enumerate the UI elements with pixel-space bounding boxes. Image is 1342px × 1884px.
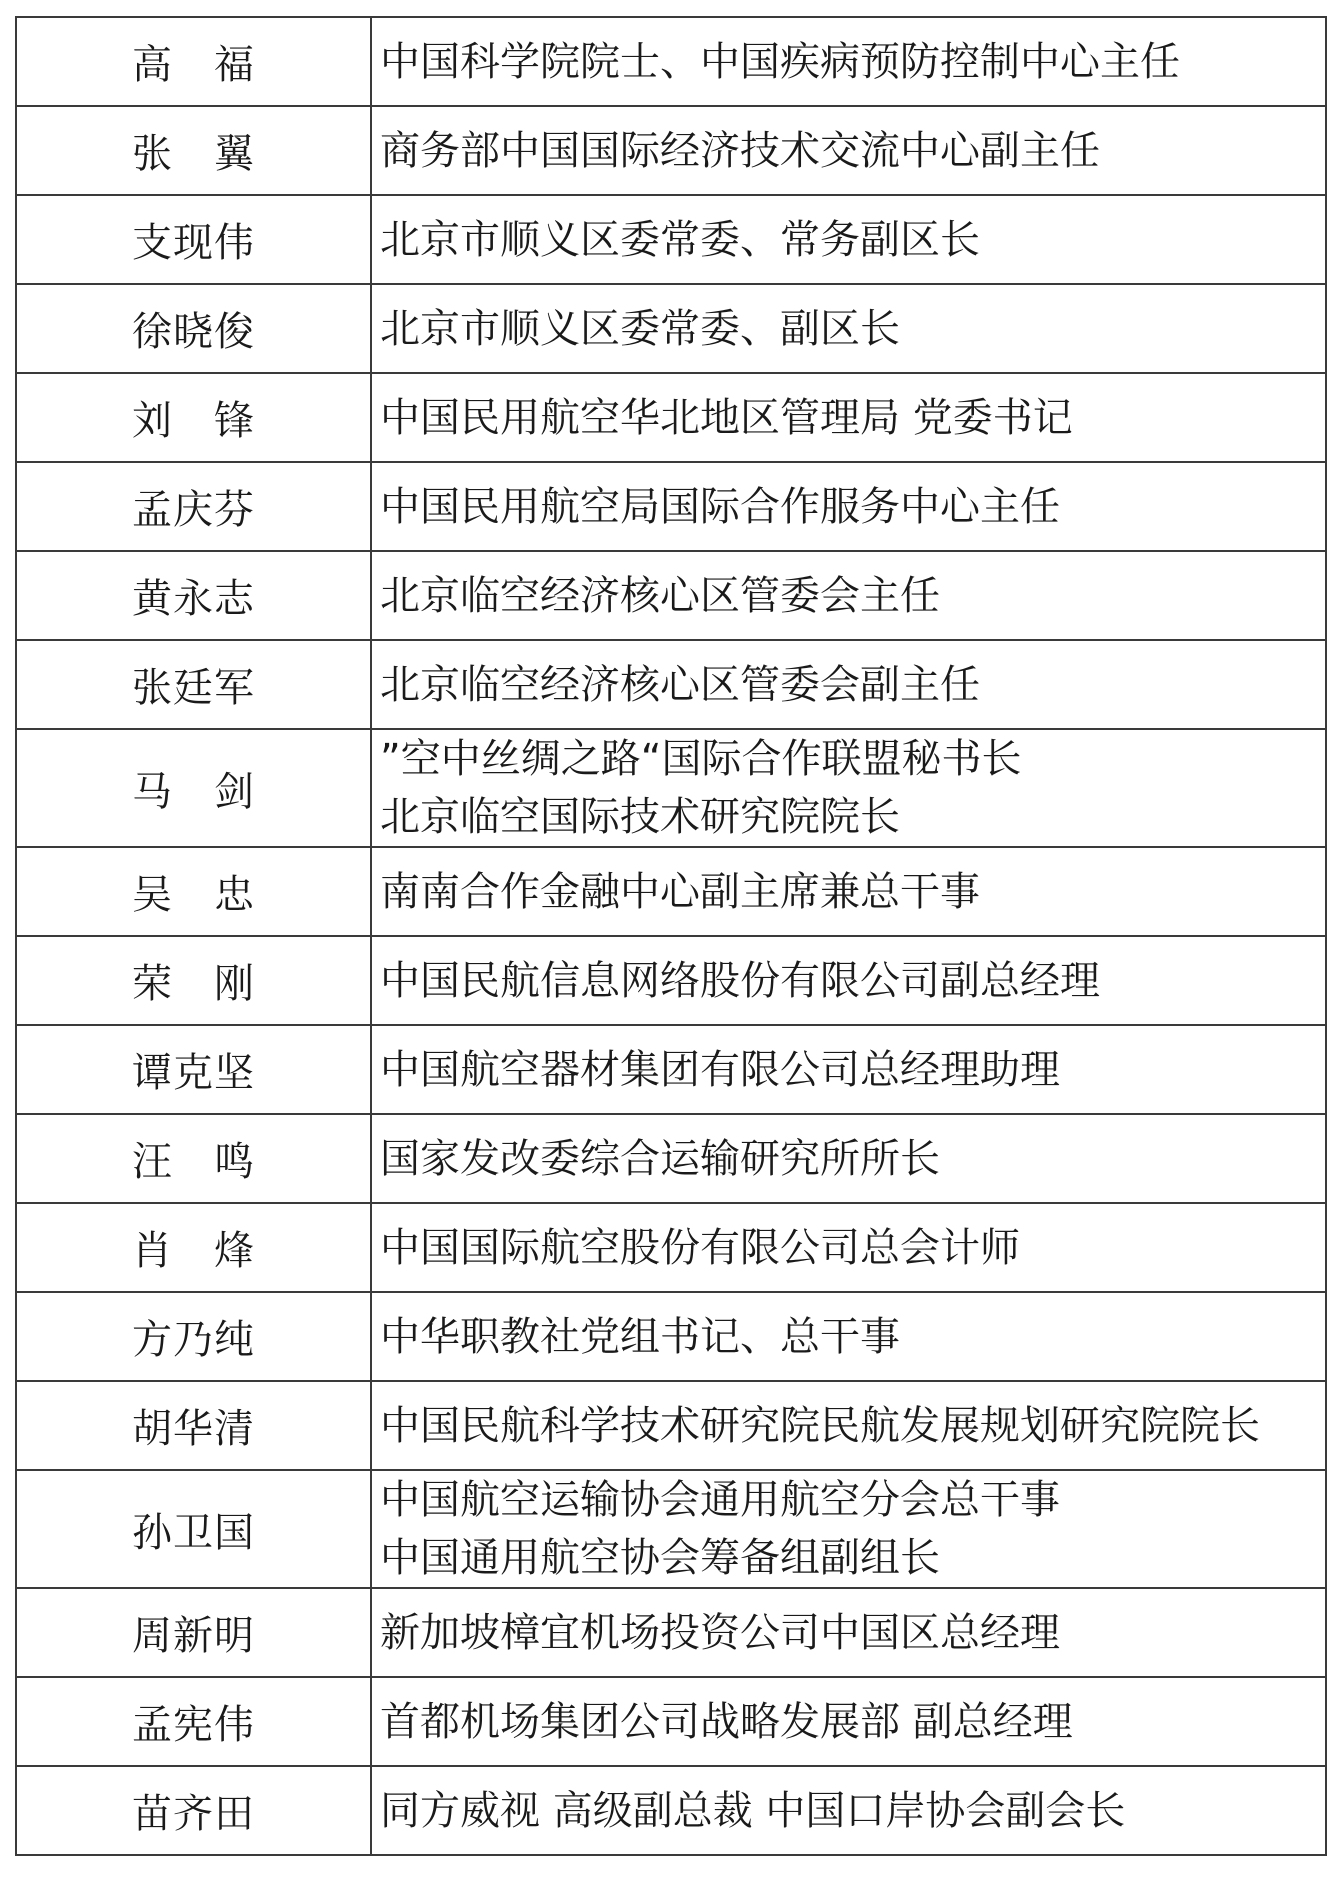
person-name: 谭克坚 — [16, 1025, 371, 1114]
person-name: 苗齐田 — [16, 1766, 371, 1855]
table-row — [16, 1203, 1326, 1292]
title-line: 同方威视 高级副总裁 中国口岸协会副会长 — [380, 1787, 1126, 1834]
person-title — [371, 729, 1326, 847]
title-line: 首都机场集团公司战略发展部 副总经理 — [380, 1698, 1073, 1745]
title-line: 北京临空经济核心区管委会副主任 — [380, 661, 980, 708]
table-row — [16, 195, 1326, 284]
person-title — [371, 1588, 1326, 1677]
person-name: 孟宪伟 — [16, 1677, 371, 1766]
person-title — [371, 195, 1326, 284]
table-body — [16, 17, 1326, 1855]
title-line: 国家发改委综合运输研究所所长 — [380, 1135, 940, 1182]
person-title — [371, 936, 1326, 1025]
person-name: 张廷军 — [16, 640, 371, 729]
person-title — [371, 1025, 1326, 1114]
person-name: 孟庆芬 — [16, 462, 371, 551]
title-line: 北京市顺义区委常委、副区长 — [380, 305, 900, 352]
title-line: 北京临空国际技术研究院院长 — [380, 794, 900, 840]
title-line: 中国民航科学技术研究院民航发展规划研究院院长 — [380, 1402, 1260, 1449]
person-name: 高 福 — [16, 17, 371, 106]
title-line: 中国通用航空协会筹备组副组长 — [380, 1535, 940, 1581]
person-title — [371, 847, 1326, 936]
table-row — [16, 17, 1326, 106]
person-name: 孙卫国 — [16, 1470, 371, 1588]
person-title — [371, 551, 1326, 640]
person-title — [371, 1114, 1326, 1203]
person-name: 周新明 — [16, 1588, 371, 1677]
title-line: 中国航空器材集团有限公司总经理助理 — [380, 1046, 1060, 1093]
table-row — [16, 1588, 1326, 1677]
person-title — [371, 1470, 1326, 1588]
title-line: 中国科学院院士、中国疾病预防控制中心主任 — [380, 38, 1180, 85]
person-name: 马 剑 — [16, 729, 371, 847]
table-row — [16, 1470, 1326, 1588]
table-row — [16, 847, 1326, 936]
table-row — [16, 1025, 1326, 1114]
person-name: 徐晓俊 — [16, 284, 371, 373]
table-row — [16, 640, 1326, 729]
table-row — [16, 1292, 1326, 1381]
title-line: ”空中丝绸之路“国际合作联盟秘书长 — [380, 736, 1022, 782]
person-name: 张 翼 — [16, 106, 371, 195]
title-line: 中国民用航空华北地区管理局 党委书记 — [380, 394, 1073, 441]
person-name: 胡华清 — [16, 1381, 371, 1470]
title-line: 南南合作金融中心副主席兼总干事 — [380, 868, 980, 915]
table-row — [16, 1766, 1326, 1855]
person-title — [371, 1766, 1326, 1855]
person-name: 方乃纯 — [16, 1292, 371, 1381]
person-name: 刘 锋 — [16, 373, 371, 462]
table-row — [16, 551, 1326, 640]
table-row — [16, 284, 1326, 373]
title-line: 中国民航信息网络股份有限公司副总经理 — [380, 957, 1100, 1004]
person-title — [371, 640, 1326, 729]
title-line: 新加坡樟宜机场投资公司中国区总经理 — [380, 1609, 1060, 1656]
person-title — [371, 1292, 1326, 1381]
person-name: 荣 刚 — [16, 936, 371, 1025]
table-row — [16, 1677, 1326, 1766]
table-row — [16, 729, 1326, 847]
personnel-table — [15, 16, 1327, 1856]
title-line: 中华职教社党组书记、总干事 — [380, 1313, 900, 1360]
person-title — [371, 17, 1326, 106]
person-title — [371, 106, 1326, 195]
title-line: 中国国际航空股份有限公司总会计师 — [380, 1224, 1020, 1271]
table-row — [16, 1381, 1326, 1470]
person-title — [371, 1677, 1326, 1766]
person-name: 支现伟 — [16, 195, 371, 284]
person-title — [371, 284, 1326, 373]
person-name: 汪 鸣 — [16, 1114, 371, 1203]
table-row — [16, 106, 1326, 195]
table-row — [16, 936, 1326, 1025]
title-line: 北京临空经济核心区管委会主任 — [380, 572, 940, 619]
person-name: 肖 烽 — [16, 1203, 371, 1292]
title-line: 商务部中国国际经济技术交流中心副主任 — [380, 127, 1100, 174]
person-title — [371, 1381, 1326, 1470]
title-line: 中国民用航空局国际合作服务中心主任 — [380, 483, 1060, 530]
title-line: 中国航空运输协会通用航空分会总干事 — [380, 1477, 1060, 1523]
table-row — [16, 462, 1326, 551]
table-row — [16, 1114, 1326, 1203]
person-name: 黄永志 — [16, 551, 371, 640]
person-title — [371, 462, 1326, 551]
person-title — [371, 1203, 1326, 1292]
title-line: 北京市顺义区委常委、常务副区长 — [380, 216, 980, 263]
table-row — [16, 373, 1326, 462]
person-name: 吴 忠 — [16, 847, 371, 936]
person-title — [371, 373, 1326, 462]
